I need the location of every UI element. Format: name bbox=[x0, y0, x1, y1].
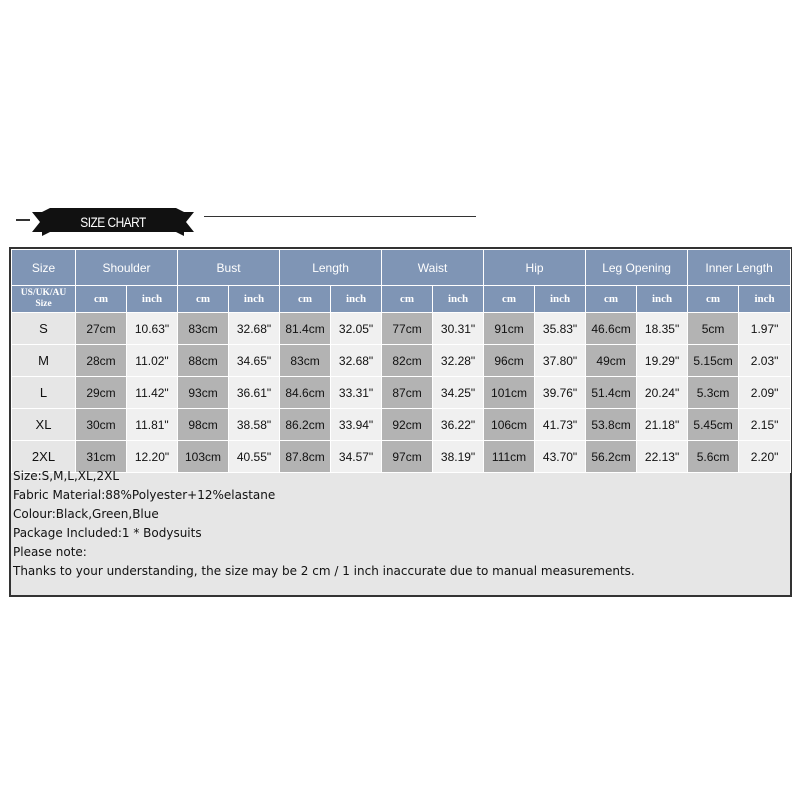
table-row bbox=[12, 345, 791, 377]
unit-row bbox=[12, 286, 791, 313]
header-shoulder: Shoulder bbox=[76, 250, 178, 286]
header-length: Length bbox=[280, 250, 382, 286]
unit-cm: cm bbox=[280, 286, 331, 313]
inch-value-cell: 11.02" bbox=[127, 345, 178, 377]
size-cell: 2XL bbox=[12, 441, 76, 473]
cm-value-cell: 5.45cm bbox=[688, 409, 739, 441]
header-inner-length: Inner Length bbox=[688, 250, 791, 286]
cm-value-cell: 29cm bbox=[76, 377, 127, 409]
unit-inch: inch bbox=[331, 286, 382, 313]
size-table bbox=[11, 249, 791, 473]
size-chart-panel bbox=[9, 247, 792, 597]
inch-value-cell: 1.97" bbox=[739, 313, 791, 345]
unit-cm: cm bbox=[586, 286, 637, 313]
cm-value-cell: 88cm bbox=[178, 345, 229, 377]
cm-value-cell: 49cm bbox=[586, 345, 637, 377]
cm-value-cell: 53.8cm bbox=[586, 409, 637, 441]
inch-value-cell: 36.22" bbox=[433, 409, 484, 441]
cm-value-cell: 5cm bbox=[688, 313, 739, 345]
inch-value-cell: 19.29" bbox=[637, 345, 688, 377]
note-sizes: Size:S,M,L,XL,2XL bbox=[13, 469, 120, 483]
inch-value-cell: 34.57" bbox=[331, 441, 382, 473]
size-cell: XL bbox=[12, 409, 76, 441]
cm-value-cell: 84.6cm bbox=[280, 377, 331, 409]
inch-value-cell: 32.68" bbox=[229, 313, 280, 345]
inch-value-cell: 22.13" bbox=[637, 441, 688, 473]
unit-inch: inch bbox=[535, 286, 586, 313]
inch-value-cell: 2.15" bbox=[739, 409, 791, 441]
inch-value-cell: 33.94" bbox=[331, 409, 382, 441]
inch-value-cell: 33.31" bbox=[331, 377, 382, 409]
cm-value-cell: 83cm bbox=[178, 313, 229, 345]
cm-value-cell: 98cm bbox=[178, 409, 229, 441]
inch-value-cell: 21.18" bbox=[637, 409, 688, 441]
cm-value-cell: 82cm bbox=[382, 345, 433, 377]
cm-value-cell: 103cm bbox=[178, 441, 229, 473]
unit-inch: inch bbox=[637, 286, 688, 313]
inch-value-cell: 2.09" bbox=[739, 377, 791, 409]
cm-value-cell: 87.8cm bbox=[280, 441, 331, 473]
inch-value-cell: 32.28" bbox=[433, 345, 484, 377]
cm-value-cell: 30cm bbox=[76, 409, 127, 441]
cm-value-cell: 31cm bbox=[76, 441, 127, 473]
table-row bbox=[12, 409, 791, 441]
cm-value-cell: 96cm bbox=[484, 345, 535, 377]
inch-value-cell: 37.80" bbox=[535, 345, 586, 377]
banner-rule bbox=[204, 216, 476, 217]
cm-value-cell: 5.3cm bbox=[688, 377, 739, 409]
unit-inch: inch bbox=[433, 286, 484, 313]
unit-cm: cm bbox=[688, 286, 739, 313]
unit-inch: inch bbox=[739, 286, 791, 313]
inch-value-cell: 12.20" bbox=[127, 441, 178, 473]
unit-cm: cm bbox=[484, 286, 535, 313]
cm-value-cell: 51.4cm bbox=[586, 377, 637, 409]
cm-value-cell: 97cm bbox=[382, 441, 433, 473]
inch-value-cell: 2.03" bbox=[739, 345, 791, 377]
cm-value-cell: 77cm bbox=[382, 313, 433, 345]
inch-value-cell: 38.19" bbox=[433, 441, 484, 473]
cm-value-cell: 111cm bbox=[484, 441, 535, 473]
size-cell: L bbox=[12, 377, 76, 409]
cm-value-cell: 28cm bbox=[76, 345, 127, 377]
product-notes bbox=[13, 467, 783, 581]
header-hip: Hip bbox=[484, 250, 586, 286]
inch-value-cell: 41.73" bbox=[535, 409, 586, 441]
inch-value-cell: 10.63" bbox=[127, 313, 178, 345]
size-cell: S bbox=[12, 313, 76, 345]
unit-inch: inch bbox=[229, 286, 280, 313]
inch-value-cell: 11.42" bbox=[127, 377, 178, 409]
inch-value-cell: 40.55" bbox=[229, 441, 280, 473]
cm-value-cell: 56.2cm bbox=[586, 441, 637, 473]
banner-dash bbox=[16, 219, 30, 221]
size-cell: M bbox=[12, 345, 76, 377]
header-waist: Waist bbox=[382, 250, 484, 286]
inch-value-cell: 18.35" bbox=[637, 313, 688, 345]
inch-value-cell: 38.58" bbox=[229, 409, 280, 441]
note-disclaimer: Thanks to your understanding, the size may be 2 cm / 1 inch inaccurate due to manual measurements. bbox=[13, 564, 635, 578]
cm-value-cell: 5.15cm bbox=[688, 345, 739, 377]
cm-value-cell: 5.6cm bbox=[688, 441, 739, 473]
cm-value-cell: 27cm bbox=[76, 313, 127, 345]
cm-value-cell: 86.2cm bbox=[280, 409, 331, 441]
cm-value-cell: 81.4cm bbox=[280, 313, 331, 345]
inch-value-cell: 36.61" bbox=[229, 377, 280, 409]
cm-value-cell: 83cm bbox=[280, 345, 331, 377]
banner-title: SIZE CHART bbox=[80, 214, 146, 230]
cm-value-cell: 92cm bbox=[382, 409, 433, 441]
banner-ribbon bbox=[32, 208, 194, 236]
inch-value-cell: 2.20" bbox=[739, 441, 791, 473]
inch-value-cell: 20.24" bbox=[637, 377, 688, 409]
cm-value-cell: 91cm bbox=[484, 313, 535, 345]
inch-value-cell: 34.65" bbox=[229, 345, 280, 377]
inch-value-cell: 35.83" bbox=[535, 313, 586, 345]
inch-value-cell: 32.05" bbox=[331, 313, 382, 345]
note-fabric: Fabric Material:88%Polyester+12%elastane bbox=[13, 488, 276, 502]
unit-cm: cm bbox=[76, 286, 127, 313]
note-package: Package Included:1 * Bodysuits bbox=[13, 526, 202, 540]
cm-value-cell: 93cm bbox=[178, 377, 229, 409]
note-colour: Colour:Black,Green,Blue bbox=[13, 507, 159, 521]
inch-value-cell: 30.31" bbox=[433, 313, 484, 345]
unit-size-label: US/UK/AU Size bbox=[12, 286, 76, 313]
table-row bbox=[12, 377, 791, 409]
unit-cm: cm bbox=[382, 286, 433, 313]
cm-value-cell: 101cm bbox=[484, 377, 535, 409]
cm-value-cell: 87cm bbox=[382, 377, 433, 409]
unit-cm: cm bbox=[178, 286, 229, 313]
inch-value-cell: 11.81" bbox=[127, 409, 178, 441]
inch-value-cell: 39.76" bbox=[535, 377, 586, 409]
header-leg-opening: Leg Opening bbox=[586, 250, 688, 286]
table-row bbox=[12, 313, 791, 345]
inch-value-cell: 43.70" bbox=[535, 441, 586, 473]
cm-value-cell: 106cm bbox=[484, 409, 535, 441]
header-bust: Bust bbox=[178, 250, 280, 286]
header-size: Size bbox=[12, 250, 76, 286]
unit-inch: inch bbox=[127, 286, 178, 313]
note-please-note: Please note: bbox=[13, 545, 87, 559]
inch-value-cell: 32.68" bbox=[331, 345, 382, 377]
inch-value-cell: 34.25" bbox=[433, 377, 484, 409]
header-row bbox=[12, 250, 791, 286]
cm-value-cell: 46.6cm bbox=[586, 313, 637, 345]
